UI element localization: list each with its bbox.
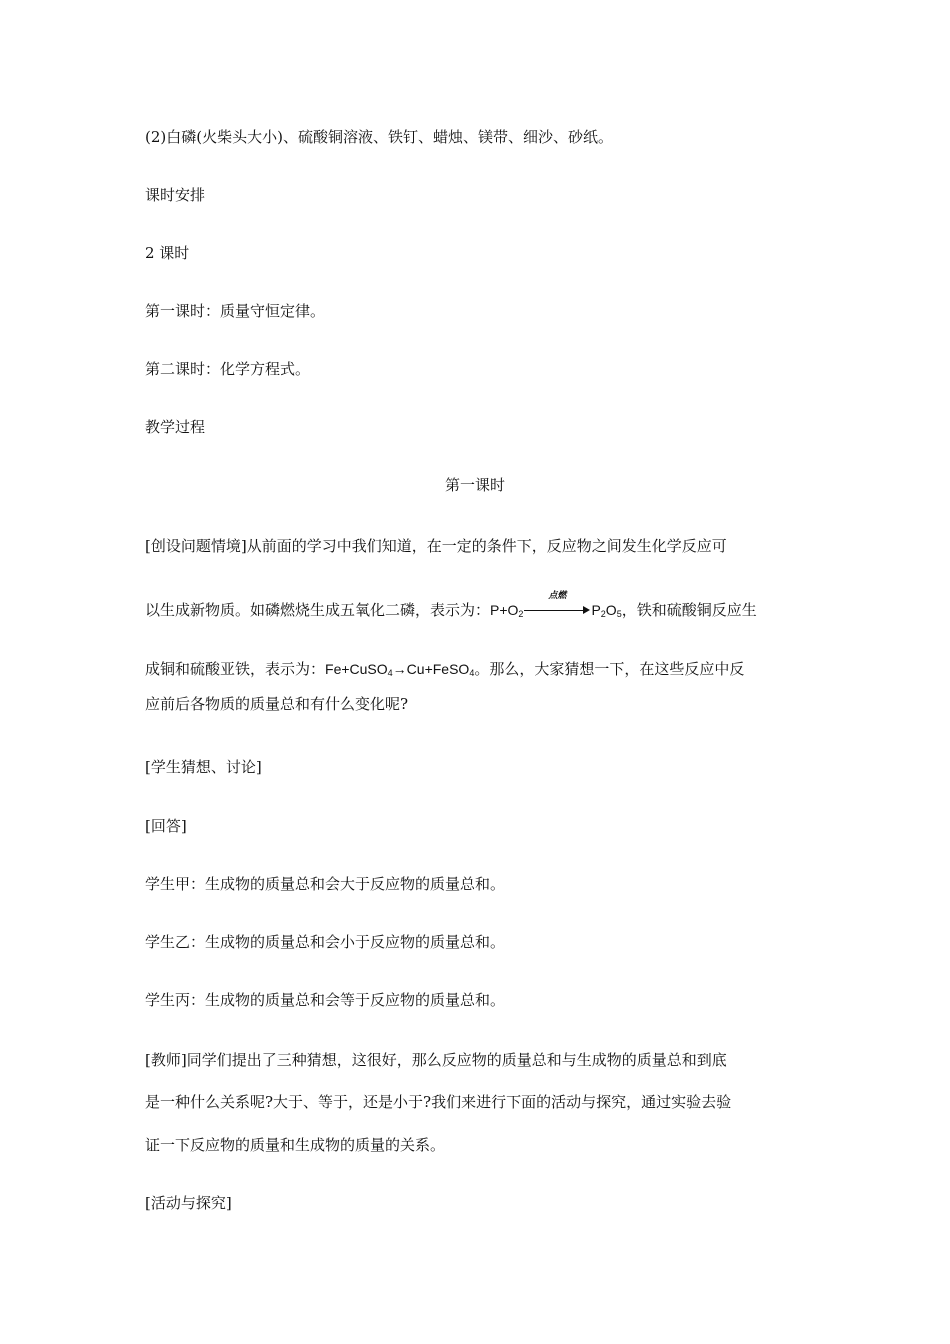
student-c-answer: 学生丙：生成物的质量总和会等于反应物的质量总和。 xyxy=(145,991,506,1009)
schedule-hours: 2 课时 xyxy=(145,244,190,262)
reaction-condition-label: 点燃 xyxy=(548,591,567,601)
activity-heading: [活动与探究] xyxy=(145,1194,232,1212)
lesson1-title: 第一课时 xyxy=(444,476,505,494)
lesson1-topic: 第一课时：质量守恒定律。 xyxy=(145,302,326,320)
teacher-paragraph-line2: 是一种什么关系呢?大于、等于，还是小于?我们来进行下面的活动与探究，通过实验去验 xyxy=(145,1093,732,1111)
intro-paragraph-line3-tail: 那么，大家猜想一下，在这些反应中反 xyxy=(489,660,745,678)
equation1-prefix: 以生成新物质。如磷燃烧生成五氧化二磷，表示为： xyxy=(145,601,491,619)
equation1-reactants: $P+O_2$ xyxy=(490,602,524,619)
materials-list: (2)白磷(火柴头大小)、硫酸铜溶液、铁钉、蜡烛、镁带、细沙、砂纸。 xyxy=(145,128,613,146)
process-heading: 教学过程 xyxy=(145,418,206,436)
lesson2-topic: 第二课时：化学方程式。 xyxy=(145,360,311,378)
student-a-answer: 学生甲：生成物的质量总和会大于反应物的质量总和。 xyxy=(145,875,506,893)
schedule-heading: 课时安排 xyxy=(145,186,206,204)
equation1-product: $P_2O_5$ xyxy=(591,602,622,619)
intro-paragraph-line4: 应前后各物质的质量总和有什么变化呢? xyxy=(145,695,409,713)
reaction-arrow xyxy=(524,591,590,620)
student-b-answer: 学生乙：生成物的质量总和会小于反应物的质量总和。 xyxy=(145,933,506,951)
equation1-suffix: ，铁和硫酸铜反应生 xyxy=(621,601,757,619)
guess-heading: [学生猜想、讨论] xyxy=(145,758,262,776)
intro-paragraph-line3: 成铜和硫酸亚铁，表示为：Fe+CuSO$_4$→Cu+FeSO$_4$。那么，大家猜想一下，在这些反应中反 xyxy=(145,660,745,678)
equation2: Fe+CuSO$_4$→Cu+FeSO$_4$ xyxy=(325,661,475,678)
answer-heading: [回答] xyxy=(145,817,187,835)
intro-paragraph-line2 xyxy=(145,591,757,620)
teacher-paragraph-line1: [教师]同学们提出了三种猜想，这很好，那么反应物的质量总和与生成物的质量总和到底 xyxy=(145,1051,727,1069)
teacher-paragraph-line3: 证一下反应物的质量和生成物的质量的关系。 xyxy=(145,1136,446,1154)
intro-paragraph-line1: [创设问题情境]从前面的学习中我们知道，在一定的条件下，反应物之间发生化学反应可 xyxy=(145,537,727,555)
equation2-prefix: 成铜和硫酸亚铁，表示为： xyxy=(145,660,326,678)
